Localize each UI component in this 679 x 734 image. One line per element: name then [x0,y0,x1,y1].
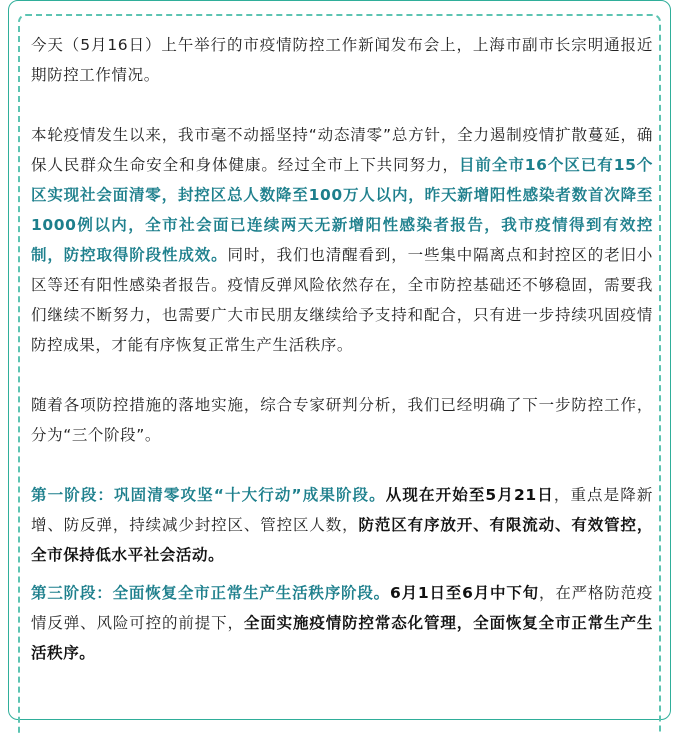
paragraph-spacer [31,570,653,578]
situation-text-start: 本轮疫情发生以来，我市毫不动摇坚持“动态清零”总方针，全力遏制疫情扩散蔓延，确保人民群众生命安全和身体健康。经过全市上下共同努力， [31,126,653,174]
stage-three-text: ，在严格防范疫情反弹、风险可控的前提下， [31,584,654,632]
stage-three-paragraph [31,578,653,668]
article-body [31,30,653,668]
situation-highlight: 目前全市16个区已有15个区实现社会面清零，封控区总人数降至100万人以内，昨天新增阳性感染者数首次降至1000例以内，全市社会面已连续两天无新增阳性感染者报告，我市疫情得到有效控制，防控取得阶段性成效。 [31,156,653,264]
paragraph-spacer [31,450,653,480]
situation-text-end: 同时，我们也清醒看到，一些集中隔离点和封控区的老旧小区等还有阳性感染者报告。疫情反弹风险依然存在，全市防控基础还不够稳固，需要我们继续不断努力，也需要广大市民朋友继续给予支持和配合，只有进一步持续巩固疫情防控成果，才能有序恢复正常生产生活秩序。 [31,246,654,354]
stage-one-title: 第一阶段：巩固清零攻坚“十大行动”成果阶段。 [31,486,386,504]
stage-one-text: ，重点是降新增、防反弹，持续减少封控区、管控区人数， [31,486,653,534]
intro-paragraph: 今天（5月16日）上午举行的市疫情防控工作新闻发布会上，上海市副市长宗明通报近期防控工作情况。 [31,36,653,84]
stage-three-bold: 全面实施疫情防控常态化管理，全面恢复全市正常生产生活秩序。 [31,614,653,662]
paragraph-spacer [31,360,653,390]
three-stages-paragraph: 随着各项防控措施的落地实施，综合专家研判分析，我们已经明确了下一步防控工作，分为“三个阶段”。 [31,396,653,444]
situation-paragraph [31,120,653,360]
paragraph-spacer [31,90,653,120]
stage-three-date: 6月1日至6月中下旬 [389,584,539,602]
stage-one-paragraph [31,480,653,570]
stage-one-bold: 防范区有序放开、有限流动、有效管控，全市保持低水平社会活动。 [31,516,653,564]
stage-three-title: 第三阶段：全面恢复全市正常生产生活秩序阶段。 [31,584,390,602]
stage-one-date: 从现在开始至5月21日 [385,486,554,504]
